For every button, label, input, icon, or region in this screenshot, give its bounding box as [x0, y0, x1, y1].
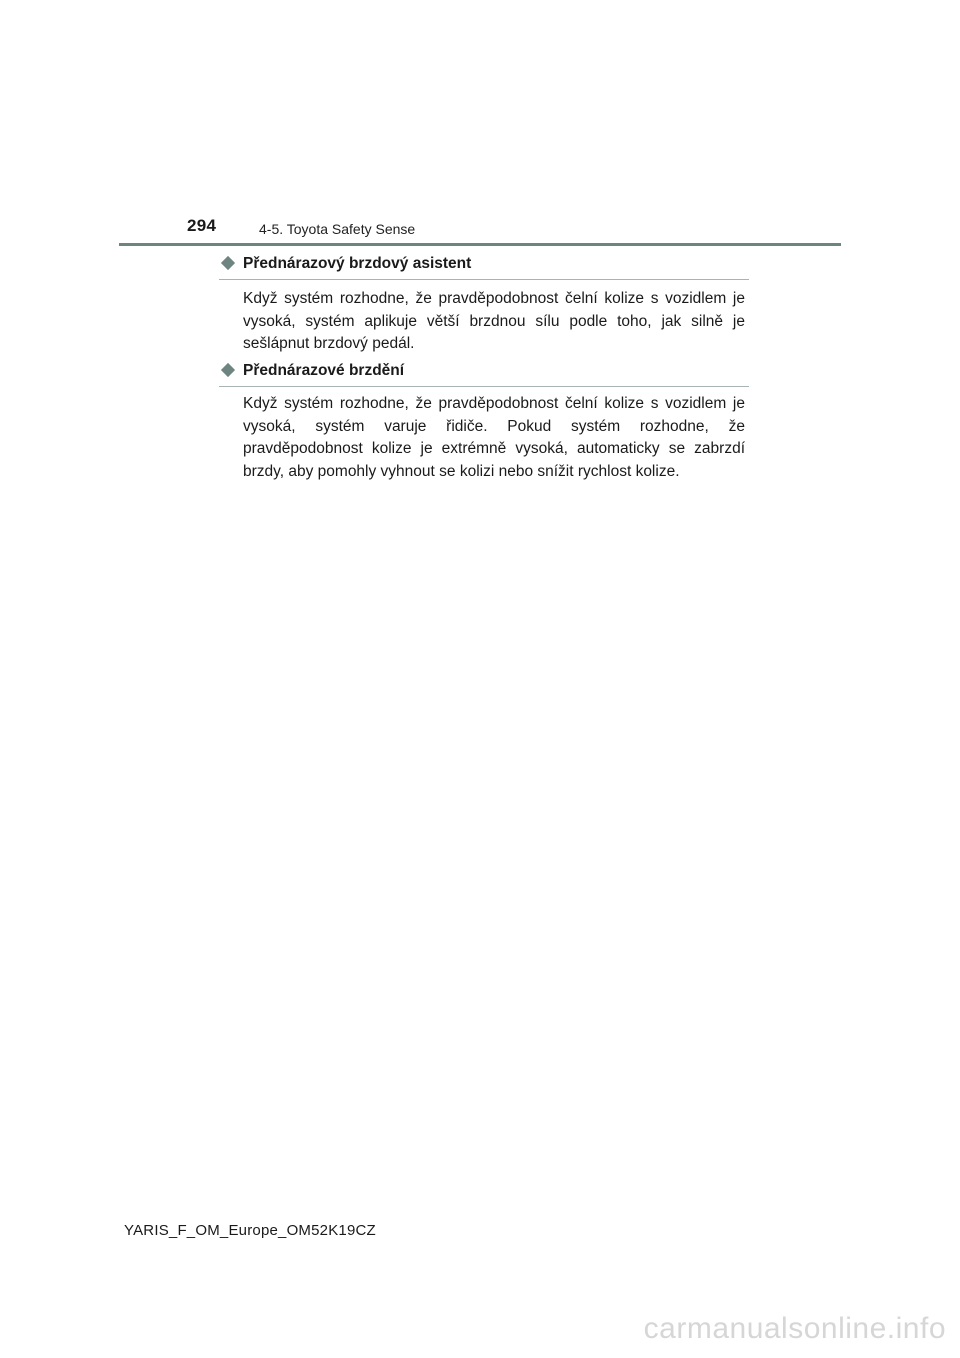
watermark: carmanualsonline.info — [643, 1312, 946, 1345]
page-number: 294 — [187, 216, 217, 235]
header-rule — [119, 243, 841, 246]
subsection-heading-pre-collision-brake-assist — [219, 255, 749, 280]
diamond-bullet-icon — [221, 363, 235, 377]
heading-text: Přednárazový brzdový asistent — [243, 255, 472, 272]
paragraph-pre-collision-brake-assist: Když systém rozhodne, že pravděpodobnost čelní kolize s vozidlem je vysoká, systém aplikuje větší brzdnou sílu podle toho, jak silně je sešlápnut brzdový pedál. — [243, 290, 745, 352]
subsection-heading-pre-collision-braking — [219, 362, 749, 387]
footer-doc-code: YARIS_F_OM_Europe_OM52K19CZ — [124, 1222, 376, 1239]
section-title: 4-5. Toyota Safety Sense — [259, 221, 416, 237]
diamond-bullet-icon — [221, 256, 235, 270]
heading-text: Přednárazové brzdění — [243, 362, 405, 379]
paragraph-pre-collision-braking: Když systém rozhodne, že pravděpodobnost čelní kolize s vozidlem je vysoká, systém varuje řidiče. Pokud systém rozhodne, že pravděpodobnost kolize je extrémně vysoká, automaticky se zabrzdí brzdy, aby pomohly vyhnout se kolizi nebo snížit rychlost kolize. — [243, 395, 745, 480]
